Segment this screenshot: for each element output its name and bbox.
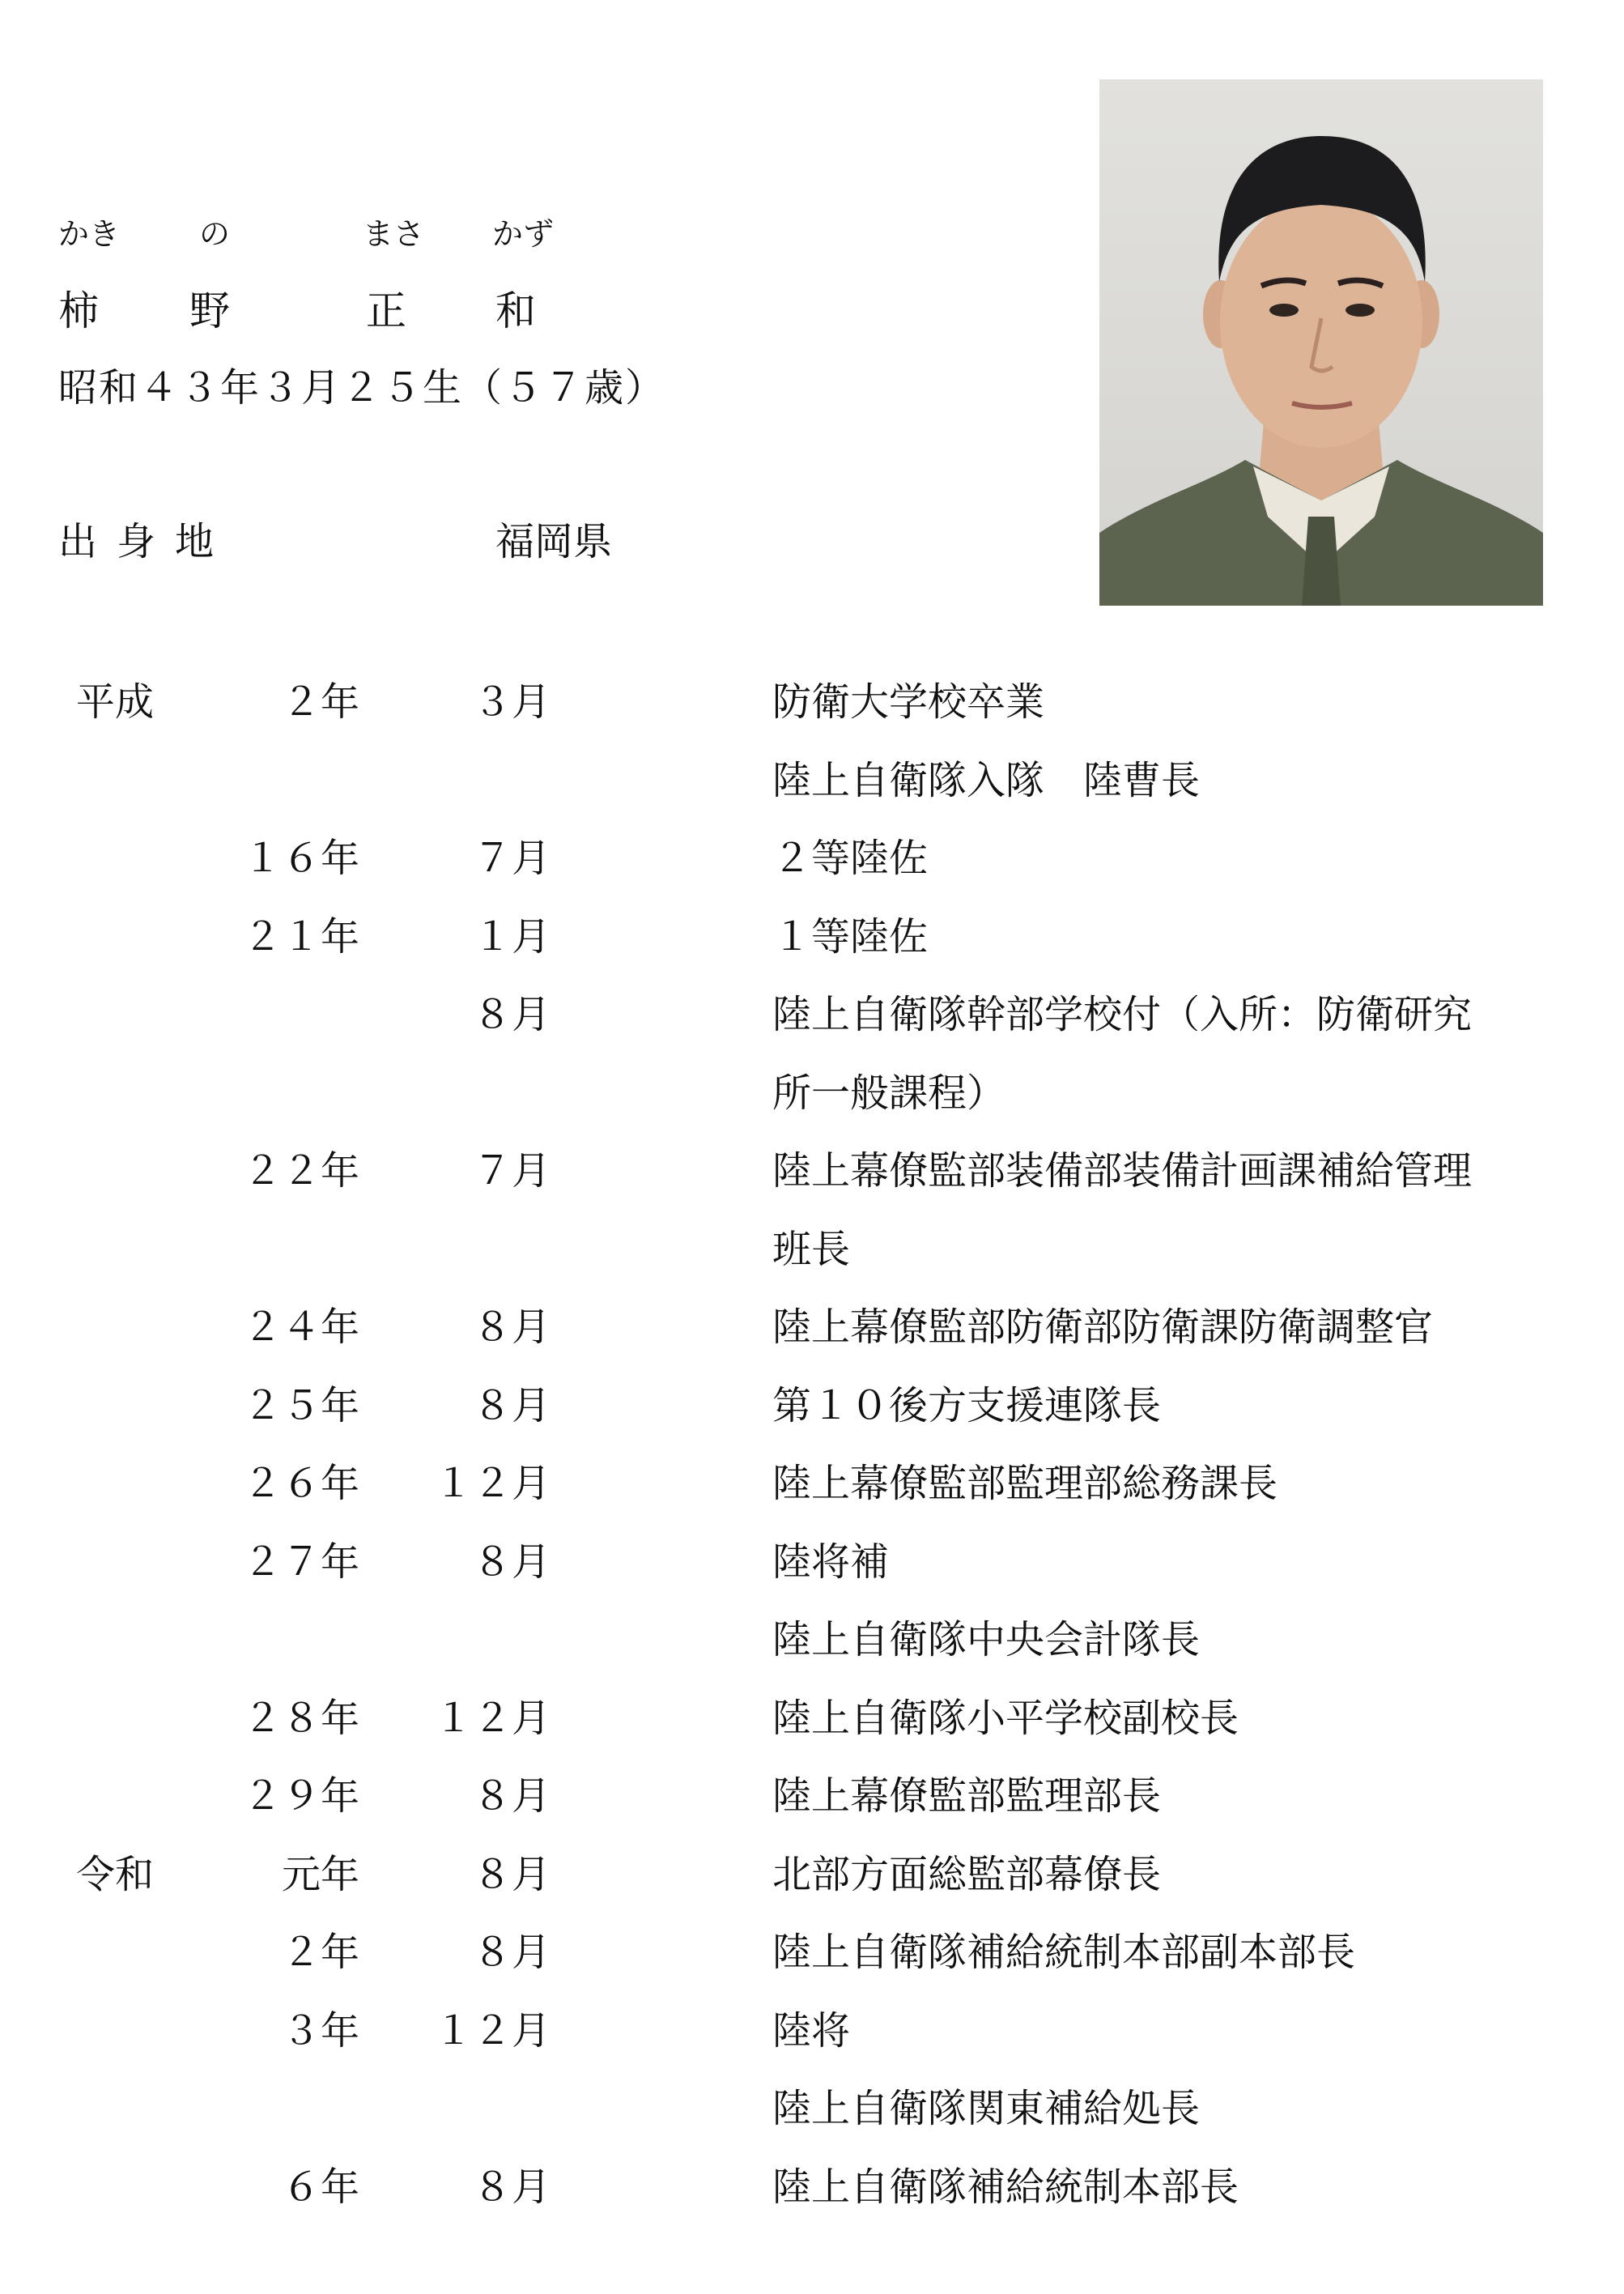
birth-date: 昭和４３年３月２５生（５７歳） bbox=[58, 365, 666, 411]
career-row bbox=[0, 1914, 1624, 1993]
career-row bbox=[0, 2149, 1624, 2228]
career-text: 陸将補 bbox=[772, 1539, 890, 1585]
career-year: 元年 bbox=[281, 1851, 359, 1897]
career-row bbox=[0, 1602, 1624, 1680]
career-row bbox=[0, 820, 1624, 899]
name-given-2: 和 bbox=[495, 287, 536, 334]
ruby-surname-1: かき bbox=[58, 216, 121, 252]
career-row bbox=[0, 1680, 1624, 1759]
career-row bbox=[0, 1289, 1624, 1368]
career-row bbox=[0, 1836, 1624, 1915]
career-month: ８月 bbox=[472, 1773, 551, 1819]
career-year: ２８年 bbox=[242, 1695, 359, 1741]
career-row bbox=[0, 1524, 1624, 1602]
career-year: ２６年 bbox=[242, 1461, 359, 1506]
ruby-given-2: かず bbox=[492, 216, 555, 252]
career-year: ２７年 bbox=[242, 1539, 359, 1585]
career-row bbox=[0, 2071, 1624, 2149]
career-text: 陸上自衛隊小平学校副校長 bbox=[772, 1695, 1239, 1741]
career-text: 陸上幕僚監部防衛部防衛課防衛調整官 bbox=[772, 1304, 1434, 1350]
career-month: １月 bbox=[472, 913, 551, 960]
career-text: ２等陸佐 bbox=[772, 836, 929, 881]
career-year: ２年 bbox=[281, 1930, 359, 1975]
career-text: 陸上自衛隊補給統制本部副本部長 bbox=[772, 1930, 1356, 1975]
career-era: 令和 bbox=[76, 1851, 155, 1897]
career-month: ７月 bbox=[472, 1148, 551, 1194]
career-text: 陸上幕僚監部監理部総務課長 bbox=[772, 1461, 1278, 1506]
career-month: ８月 bbox=[472, 1539, 551, 1585]
career-year: １６年 bbox=[242, 836, 359, 881]
career-text: 陸上自衛隊入隊 陸曹長 bbox=[772, 757, 1201, 803]
career-text: 陸上自衛隊幹部学校付（入所：防衛研究 bbox=[772, 992, 1473, 1037]
career-year: ２年 bbox=[281, 679, 359, 725]
career-row bbox=[0, 1445, 1624, 1524]
career-month: ８月 bbox=[472, 1382, 551, 1428]
career-month: １２月 bbox=[433, 1461, 551, 1506]
career-month: ８月 bbox=[472, 1930, 551, 1975]
career-row bbox=[0, 1133, 1624, 1211]
career-text: 陸上幕僚監部監理部長 bbox=[772, 1773, 1162, 1819]
career-text: 北部方面総監部幕僚長 bbox=[772, 1851, 1162, 1897]
career-year: ２９年 bbox=[242, 1773, 359, 1819]
career-month: ８月 bbox=[472, 992, 551, 1037]
career-month: ７月 bbox=[472, 836, 551, 881]
career-list bbox=[0, 664, 1624, 2227]
name-surname-2: 野 bbox=[189, 287, 230, 334]
career-year: ２１年 bbox=[242, 913, 359, 960]
career-row bbox=[0, 664, 1624, 743]
career-text: 陸上自衛隊補給統制本部長 bbox=[772, 2164, 1239, 2210]
career-year: ２５年 bbox=[242, 1382, 359, 1428]
career-text: 班長 bbox=[772, 1226, 851, 1272]
career-month: ８月 bbox=[472, 1304, 551, 1350]
origin-label: 出身地 bbox=[58, 519, 234, 564]
career-text: 第１０後方支援連隊長 bbox=[772, 1382, 1162, 1428]
career-text: 所一般課程） bbox=[772, 1070, 1006, 1116]
career-text: 陸上自衛隊関東補給処長 bbox=[772, 2086, 1201, 2131]
career-month: ８月 bbox=[472, 2164, 551, 2210]
origin-value: 福岡県 bbox=[495, 519, 613, 564]
ruby-given-1: まさ bbox=[363, 216, 425, 252]
career-row bbox=[0, 1211, 1624, 1290]
career-row bbox=[0, 977, 1624, 1055]
career-row bbox=[0, 1055, 1624, 1134]
career-row bbox=[0, 743, 1624, 821]
career-text: １等陸佐 bbox=[772, 913, 929, 960]
career-year: ３年 bbox=[281, 2007, 359, 2054]
career-text: 陸上自衛隊中央会計隊長 bbox=[772, 1617, 1201, 1662]
career-row bbox=[0, 1368, 1624, 1446]
name-surname-1: 柿 bbox=[58, 287, 99, 334]
name-given-1: 正 bbox=[366, 287, 406, 334]
career-month: １２月 bbox=[433, 1695, 551, 1741]
career-year: ６年 bbox=[281, 2164, 359, 2210]
portrait-icon bbox=[1099, 79, 1543, 606]
career-text: 陸上幕僚監部装備部装備計画課補給管理 bbox=[772, 1148, 1473, 1194]
career-row bbox=[0, 1993, 1624, 2071]
portrait-photo bbox=[1099, 79, 1543, 606]
career-text: 陸将 bbox=[772, 2007, 851, 2054]
career-year: ２２年 bbox=[242, 1148, 359, 1194]
career-month: １２月 bbox=[433, 2007, 551, 2054]
career-month: ８月 bbox=[472, 1851, 551, 1897]
ruby-surname-2: の bbox=[199, 216, 231, 252]
career-row bbox=[0, 1758, 1624, 1836]
career-text: 防衛大学校卒業 bbox=[772, 679, 1045, 725]
career-month: ３月 bbox=[472, 679, 551, 725]
career-row bbox=[0, 899, 1624, 977]
career-year: ２４年 bbox=[242, 1304, 359, 1350]
career-era: 平成 bbox=[76, 679, 155, 725]
